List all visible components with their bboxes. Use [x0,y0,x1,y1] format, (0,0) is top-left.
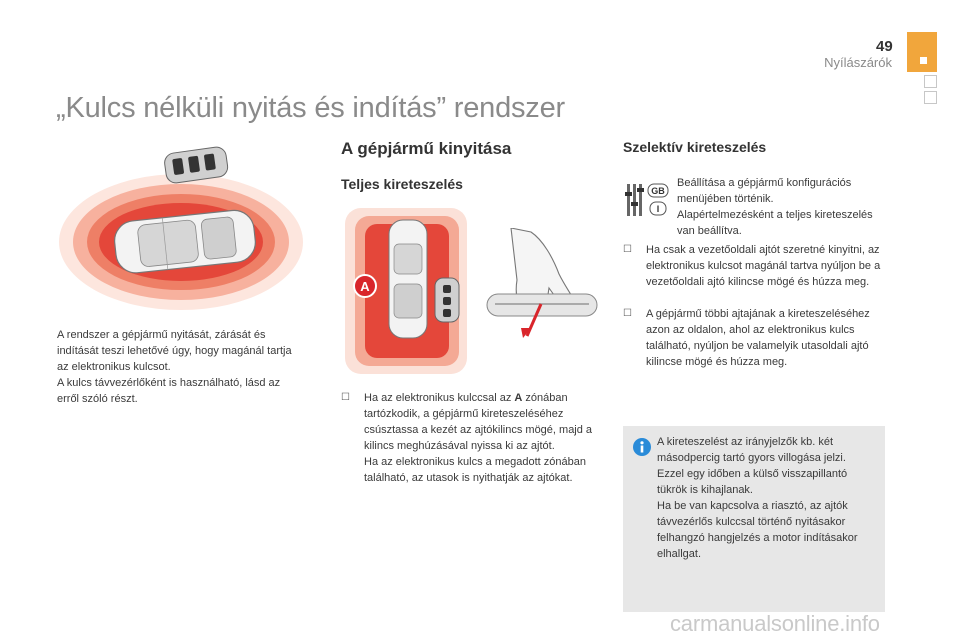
zone-a-label: A [360,279,370,294]
unlock-bullet: ☐ Ha az elektronikus kulccsal az A zónában tartózkodik, a gépjármű kireteszeléséhez csúsztassa a kezét az ajtókilincs mögé, majd a kilincs meghúzásával nyissa ki az ajtót. Ha az elektronikus kulcs a megadott zónában található, az utasok is nyithatják az ajtókat. [341,392,593,484]
selective-bullet: ☐ Ha csak a vezetőoldali ajtót szeretné kinyitni, az elektronikus kulcsot magánál tartva nyúljon be a vezetőoldali ajtó kilincse mögé és húzza meg. [623,244,881,288]
svg-text:GB: GB [651,186,665,196]
zone-a-illustration [341,206,471,376]
bullet-marker-icon: ☐ [623,308,632,319]
bullet-marker-icon: ☐ [623,244,632,255]
section-tab[interactable] [924,91,937,104]
section-tab[interactable] [924,75,937,88]
config-text: Beállítása a gépjármű konfigurációs menüjében történik. Alapértelmezésként a teljes kireteszelés van beállítva. [677,177,873,237]
info-box [623,426,885,612]
car-zone-illustration [53,142,303,312]
key-fob [435,278,459,322]
svg-text:I: I [656,204,660,214]
config-menu-icon [625,182,671,218]
car-top-view [389,220,427,338]
unlock-heading: A gépjármű kinyitása [341,139,512,158]
page-title: „Kulcs nélküli nyitás és indítás” rendszer [56,92,565,124]
watermark: carmanualsonline.info [670,611,880,636]
bullet-marker-icon: ☐ [341,392,350,403]
tab-marker-icon [920,57,927,64]
section-name: Nyílászárók [824,55,892,70]
section-tab-active[interactable] [907,32,937,72]
hand-door-handle-illustration [483,228,601,348]
page-number: 49 [876,38,893,55]
selective-bullet: ☐ A gépjármű többi ajtajának a kireteszeléséhez azon az oldalon, ahol az elektronikus kulcs található, nyúljon be valamelyik utasoldali ajtó kilincse mögé és húzza meg. [623,308,870,368]
selective-unlock-heading: Szelektív kireteszelés [623,139,767,155]
intro-text: A rendszer a gépjármű nyitását, zárását és indítását teszi lehetővé úgy, hogy magánál tartja az elektronikus kulcsot. A kulcs távvezérlőként is használható, lásd az erről szóló részt. [57,329,292,405]
info-text: A kireteszelést az irányjelzők kb. két másodpercig tartó gyors villogása jelzi. Ezzel egy időben a külső visszapillantó tükrök is kihajlanak. Ha be van kapcsolva a riasztó, az ajtók távvezérlős kulccsal történő nyitásakor felhangzó hangjelzés a motor indításakor elhallgat. [657,436,858,560]
full-unlock-subheading: Teljes kireteszelés [341,176,463,192]
info-icon [633,438,651,456]
